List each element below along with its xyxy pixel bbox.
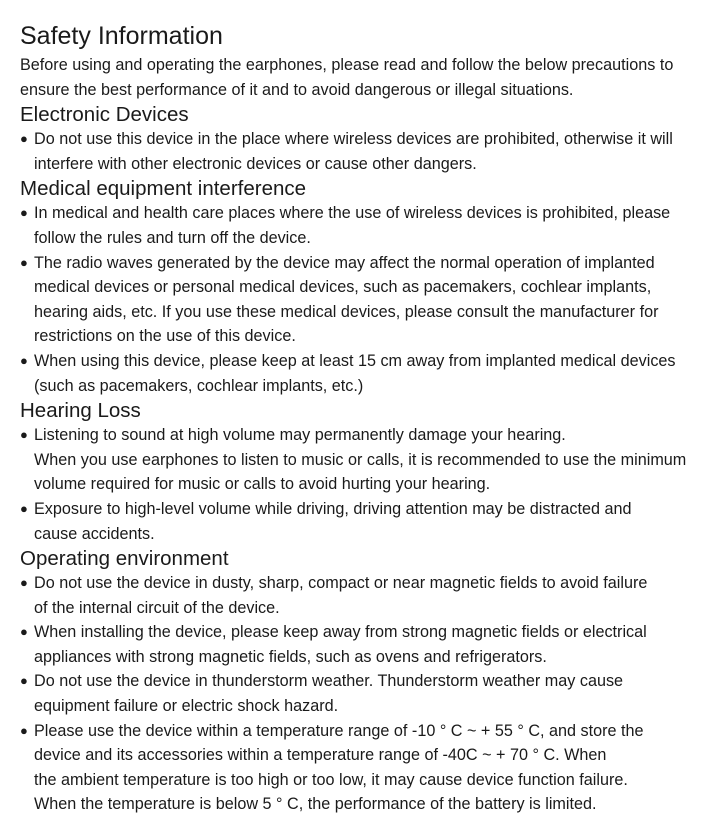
item-line: When installing the device, please keep away from strong magnetic fields or electrical [34,623,647,642]
item-line: Please use the device within a temperature range of -10 ° C ~ + 55 ° C, and store the [34,721,644,740]
bullet-icon: ● [20,722,28,738]
bullet-list [20,571,709,817]
intro-line: ensure the best performance of it and to avoid dangerous or illegal situations. [20,80,574,99]
bullet-icon: ● [20,575,28,591]
bullet-icon: ● [20,624,28,640]
list-item [20,719,709,817]
bullet-list [20,201,709,398]
bullet-icon: ● [20,500,28,516]
item-line: cause accidents. [34,524,155,543]
item-line: follow the rules and turn off the device. [34,228,311,247]
item-line: device and its accessories within a temperature range of -40C ~ + 70 ° C. When [34,746,607,765]
list-item [20,669,709,718]
item-line: the ambient temperature is too high or too low, it may cause device function failure. [34,770,628,789]
item-line: When using this device, please keep at least 15 cm away from implanted medical devices [34,351,676,370]
item-line: equipment failure or electric shock hazard. [34,697,339,716]
item-line: Exposure to high-level volume while driving, driving attention may be distracted and [34,499,632,518]
list-item [20,497,709,546]
item-line: The radio waves generated by the device may affect the normal operation of implanted [34,253,655,272]
item-line: hearing aids, etc. If you use these medical devices, please consult the manufacturer for [34,302,659,321]
item-line: When the temperature is below 5 ° C, the performance of the battery is limited. [34,795,597,814]
list-item [20,127,709,176]
bullet-icon: ● [20,673,28,689]
list-item [20,571,709,620]
item-line: Listening to sound at high volume may permanently damage your hearing. [34,426,566,445]
bullet-list [20,423,709,546]
bullet-icon: ● [20,427,28,443]
item-line: Do not use this device in the place where wireless devices are prohibited, otherwise it will [34,130,673,149]
list-item [20,423,709,497]
item-line: medical devices or personal medical devices, such as pacemakers, cochlear implants, [34,278,652,297]
bullet-icon: ● [20,131,28,147]
item-line: In medical and health care places where the use of wireless devices is prohibited, please [34,204,671,223]
list-item [20,620,709,669]
item-line: Do not use the device in dusty, sharp, compact or near magnetic fields to avoid failure [34,574,648,593]
item-line: appliances with strong magnetic fields, such as ovens and refrigerators. [34,647,547,666]
intro-line: Before using and operating the earphones, please read and follow the below precautions to [20,56,674,74]
section-electronic-devices [20,102,709,176]
item-line: When you use earphones to listen to music or calls, it is recommended to use the minimum [34,450,687,469]
section-heading: Electronic Devices [20,103,189,127]
section-heading: Operating environment [20,547,229,571]
section-operating-environment [20,546,709,817]
list-item [20,201,709,250]
item-line: Do not use the device in thunderstorm weather. Thunderstorm weather may cause [34,672,624,691]
section-medical-equipment [20,176,709,398]
section-heading: Medical equipment interference [20,177,307,201]
item-line: interfere with other electronic devices or cause other dangers. [34,154,477,173]
bullet-icon: ● [20,205,28,221]
section-hearing-loss [20,398,709,546]
bullet-icon: ● [20,254,28,270]
list-item [20,349,709,398]
bullet-icon: ● [20,352,28,368]
list-item [20,251,709,349]
item-line: of the internal circuit of the device. [34,598,280,617]
intro-paragraph [20,53,709,102]
bullet-list [20,127,709,176]
item-line: volume required for music or calls to avoid hurting your hearing. [34,475,491,494]
section-heading: Hearing Loss [20,399,141,423]
item-line: restrictions on the use of this device. [34,327,296,346]
page-title: Safety Information [20,22,223,50]
item-line: (such as pacemakers, cochlear implants, etc.) [34,376,364,395]
